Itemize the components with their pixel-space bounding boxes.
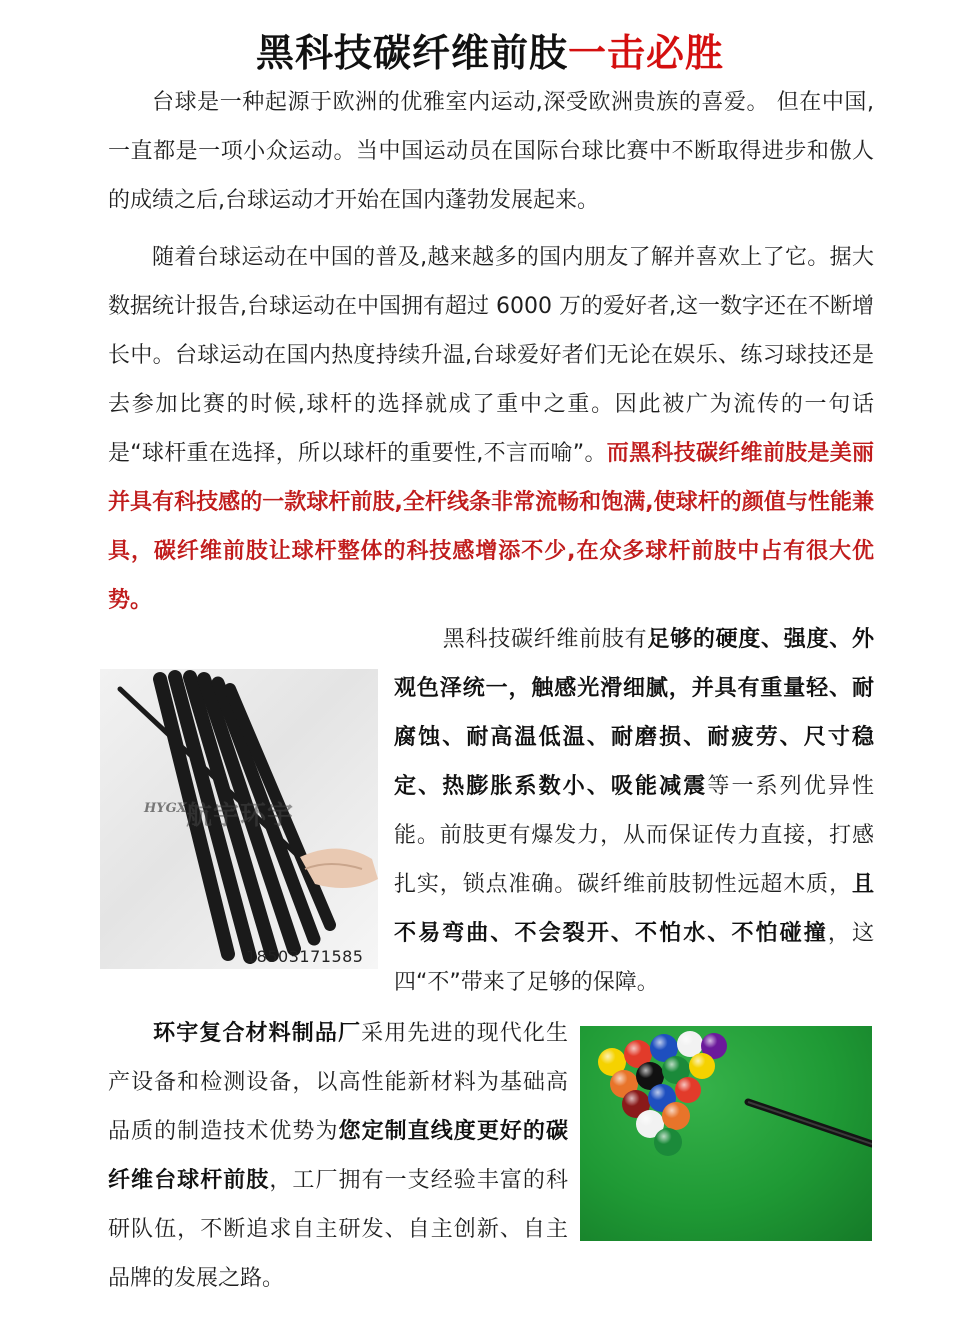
factory-text-1: 采用先进的现代化生产设备和检测设备，以高性能新材料为基础高品质的制造技术优势为 <box>108 1021 568 1144</box>
title-main: 黑科技碳纤维前肢 <box>255 31 568 75</box>
popularity-text: 随着台球运动在中国的普及,越来越多的国内朋友了解并喜欢上了它。据大数据统计报告,台球运动在中国拥有超过 6000 万的爱好者,这一数字还在不断增长中。台球运动在国内热度持续升温,台球爱好者们无论在娱乐、练习球技还是去参加比赛的时候,球杆的选择就成了重中之重。因此被广为流传的一句话是“球杆重在选择，所以球杆的重要性,不言而喻”。 <box>108 245 874 466</box>
watermark-text: 航宇环宇 <box>186 801 295 831</box>
watermark-logo: HYGX <box>144 801 187 816</box>
factory-bold: 您定制直线度更好的碳纤维台球杆前肢 <box>108 1119 568 1193</box>
features-text: 等一系列优异性能。前肢更有爆发力，从而保证传力直接，打感扎实，锁点准确。碳纤维前肢韧性远超木质， <box>394 774 874 897</box>
features-end: ，这四“不”带来了足够的保障。 <box>394 921 874 995</box>
phone-number: 18503171585 <box>246 947 364 966</box>
features-paragraph <box>394 615 874 1007</box>
billiard-balls-illustration <box>580 1026 872 1241</box>
popularity-paragraph <box>108 233 874 625</box>
factory-name: 环宇复合材料制品厂 <box>152 1021 362 1046</box>
features-bold-1: 足够的硬度、强度、外观色泽统一，触感光滑细腻，并具有重量轻、耐腐蚀、耐高温低温、耐磨损、耐疲劳、尺寸稳定、热膨胀系数小、吸能减震 <box>394 627 874 799</box>
features-bold-2: 且不易弯曲、不会裂开、不怕水、不怕碰撞 <box>394 872 874 946</box>
title-accent: 一击必胜 <box>568 31 725 75</box>
factory-text-2: ，工厂拥有一支经验丰富的科研队伍，不断追求自主研发、自主创新、自主品牌的发展之路。 <box>108 1168 568 1291</box>
features-intro: 黑科技碳纤维前肢有 <box>442 627 648 652</box>
billiards-table-photo <box>580 1026 872 1241</box>
intro-paragraph: 台球是一种起源于欧洲的优雅室内运动,深受欧洲贵族的喜爱。 但在中国,一直都是一项小众运动。当中国运动员在国际台球比赛中不断取得进步和傲人的成绩之后,台球运动才开始在国内蓬勃发展起来。 <box>108 90 874 213</box>
cue-shafts-photo <box>100 669 378 969</box>
highlight-text: 而黑科技碳纤维前肢是美丽并具有科技感的一款球杆前肢,全杆线条非常流畅和饱满,使球杆的颜值与性能兼具，碳纤维前肢让球杆整体的科技感增添不少,在众多球杆前肢中占有很大优势。 <box>108 441 874 613</box>
factory-paragraph <box>108 1009 568 1303</box>
page-title <box>0 22 980 77</box>
